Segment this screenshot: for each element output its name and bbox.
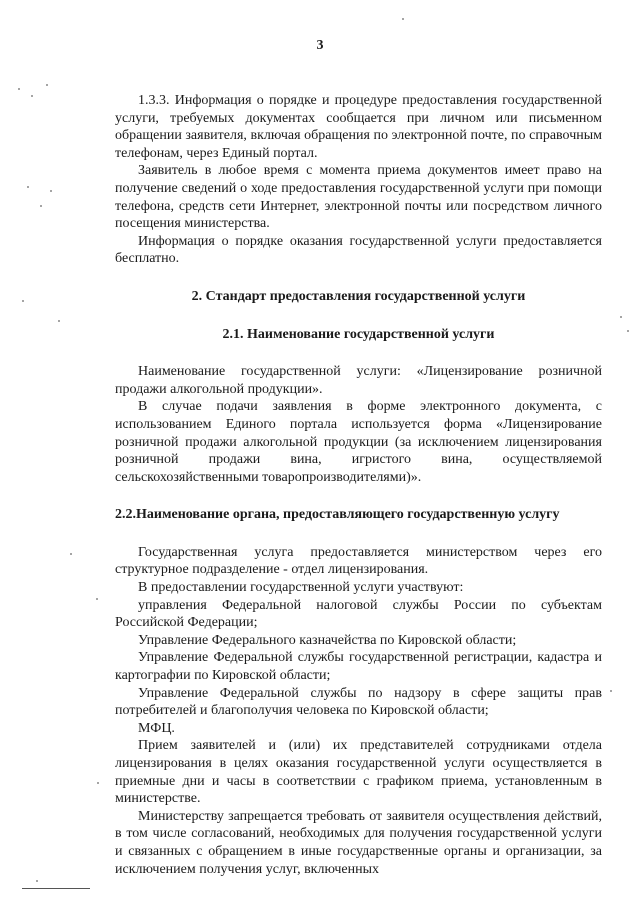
paragraph-free-info: Информация о порядке оказания государственной услуги предоставляется бесплатно. [115,233,602,267]
section-2-1-heading: 2.1. Наименование государственной услуги [222,326,495,342]
paragraph-service-name: Наименование государственной услуги: «Лицензирование розничной продажи алкогольной продукции». [115,364,602,397]
paragraph-applicant-rights: Заявитель в любое время с момента приема документов имеет право на получение сведений о ходе предоставления государственной услуги при помощи телефона, средств сети Интернет, электронной почты или посредством личного посещения министерства. [115,163,602,232]
participant-mfc: МФЦ. [138,720,175,736]
paragraph-1-3-3: 1.3.3. Информация о порядке и процедуре предоставления государственной услуги, требуемых документах сообщается при личном или письменном обращении заявителя, включая обращения по электронной почте, по справочным телефонам, через Единый портал. [115,93,602,161]
section-2-heading: 2. Стандарт предоставления государственной услуги [191,288,526,304]
paragraph-reception-hours: Прием заявителей и (или) их представителей сотрудниками отдела лицензирования в целях оказания государственной услуги осуществляется в приемные дни и часы в соответствии с графиком приема, установленным в министерстве. [115,738,602,807]
participant-rosreestr: Управление Федеральной службы государственной регистрации, кадастра и картографии по Кировской области; [115,650,602,684]
page-number: 3 [316,38,324,53]
participant-rospotrebnadzor: Управление Федеральной службы по надзору в сфере защиты прав потребителей и благополучия человека по Кировской области; [115,685,602,719]
paragraph-ministry-provides: Государственная услуга предоставляется министерством через его структурное подразделение - отдел лицензирования. [115,544,602,578]
section-2-2-heading: 2.2.Наименование органа, предоставляющего государственную услугу [115,507,560,523]
scan-edge-line [22,888,90,889]
participant-tax-service: управления Федеральной налоговой службы России по субъектам Российской Федерации; [115,597,602,631]
document-body [115,92,602,878]
participant-treasury: Управление Федерального казначейства по Кировской области; [138,632,517,648]
paragraph-electronic-form: В случае подачи заявления в форме электронного документа, с использованием Единого портала используется форма «Лицензирование розничной продажи алкогольной продукции (за исключением лицензирования розничной продажи вина, игристого вина, осуществляемой сельскохозяйственными товаропроизводителями)». [115,399,602,485]
paragraph-ministry-prohibition: Министерству запрещается требовать от заявителя осуществления действий, в том числе согласований, необходимых для получения государственной услуги и связанных с обращением в иные государственные органы и организации, за исключением получения услуг, включенных [115,808,602,877]
paragraph-participants-intro: В предоставлении государственной услуги участвуют: [138,580,464,596]
